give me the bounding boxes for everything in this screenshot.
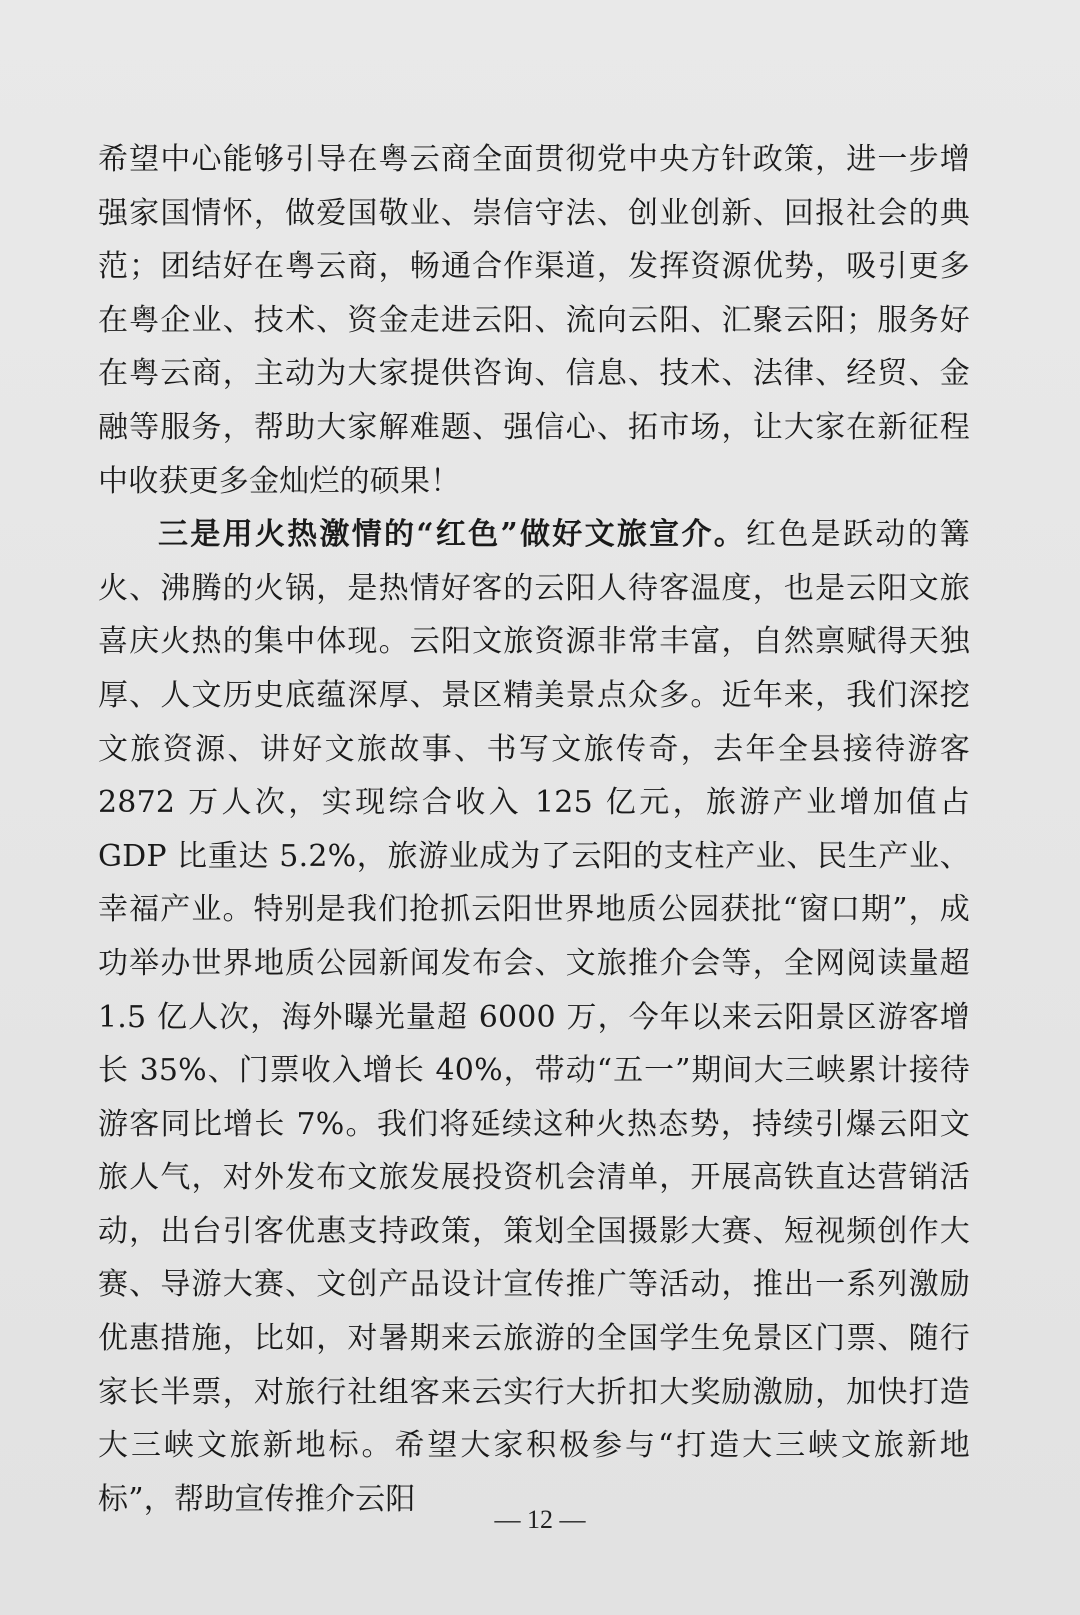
body-text [98,133,970,1526]
page-number: — 12 — [494,1505,586,1534]
paragraph-continued: 希望中心能够引导在粤云商全面贯彻党中央方针政策，进一步增强家国情怀，做爱国敬业、崇信守法、创业创新、回报社会的典范；团结好在粤云商，畅通合作渠道，发挥资源优势，吸引更多在粤企业、技术、资金走进云阳、流向云阳、汇聚云阳；服务好在粤云商，主动为大家提供咨询、信息、技术、法律、经贸、金融等服务，帮助大家解难题、强信心、拓市场，让大家在新征程中收获更多金灿烂的硕果！ [98,142,970,499]
paragraph-cultural-tourism [98,508,970,1526]
paragraph-body: 红色是跃动的篝火、沸腾的火锅，是热情好客的云阳人待客温度，也是云阳文旅喜庆火热的集中体现。云阳文旅资源非常丰富，自然禀赋得天独厚、人文历史底蕴深厚、景区精美景点众多。近年来，我们深挖文旅资源、讲好文旅故事、书写文旅传奇，去年全县接待游客 2872 万人次，实现综合收入 125 亿元，旅游产业增加值占 GDP 比重达 5.2%，旅游业成为了云阳的支柱产业、民生产业、幸福产业。特别是我们抢抓云阳世界地质公园获批“窗口期”，成功举办世界地质公园新闻发布会、文旅推介会等，全网阅读量超 1.5 亿人次，海外曝光量超 6000 万，今年以来云阳景区游客增长 35%、门票收入增长 40%，带动“五一”期间大三峡累计接待游客同比增长 7%。我们将延续这种火热态势，持续引爆云阳文旅人气，对外发布文旅发展投资机会清单，开展高铁直达营销活动，出台引客优惠支持政策，策划全国摄影大赛、短视频创作大赛、导游大赛、文创产品设计宣传推广等活动，推出一系列激励优惠措施，比如，对暑期来云旅游的全国学生免景区门票、随行家长半票，对旅行社组客来云实行大折扣大奖励激励，加快打造大三峡文旅新地标。希望大家积极参与“打造大三峡文旅新地标”，帮助宣传推介云阳 [98,517,970,1517]
paragraph-lead-heading: 三是用火热激情的“红色”做好文旅宣介。 [158,517,747,553]
